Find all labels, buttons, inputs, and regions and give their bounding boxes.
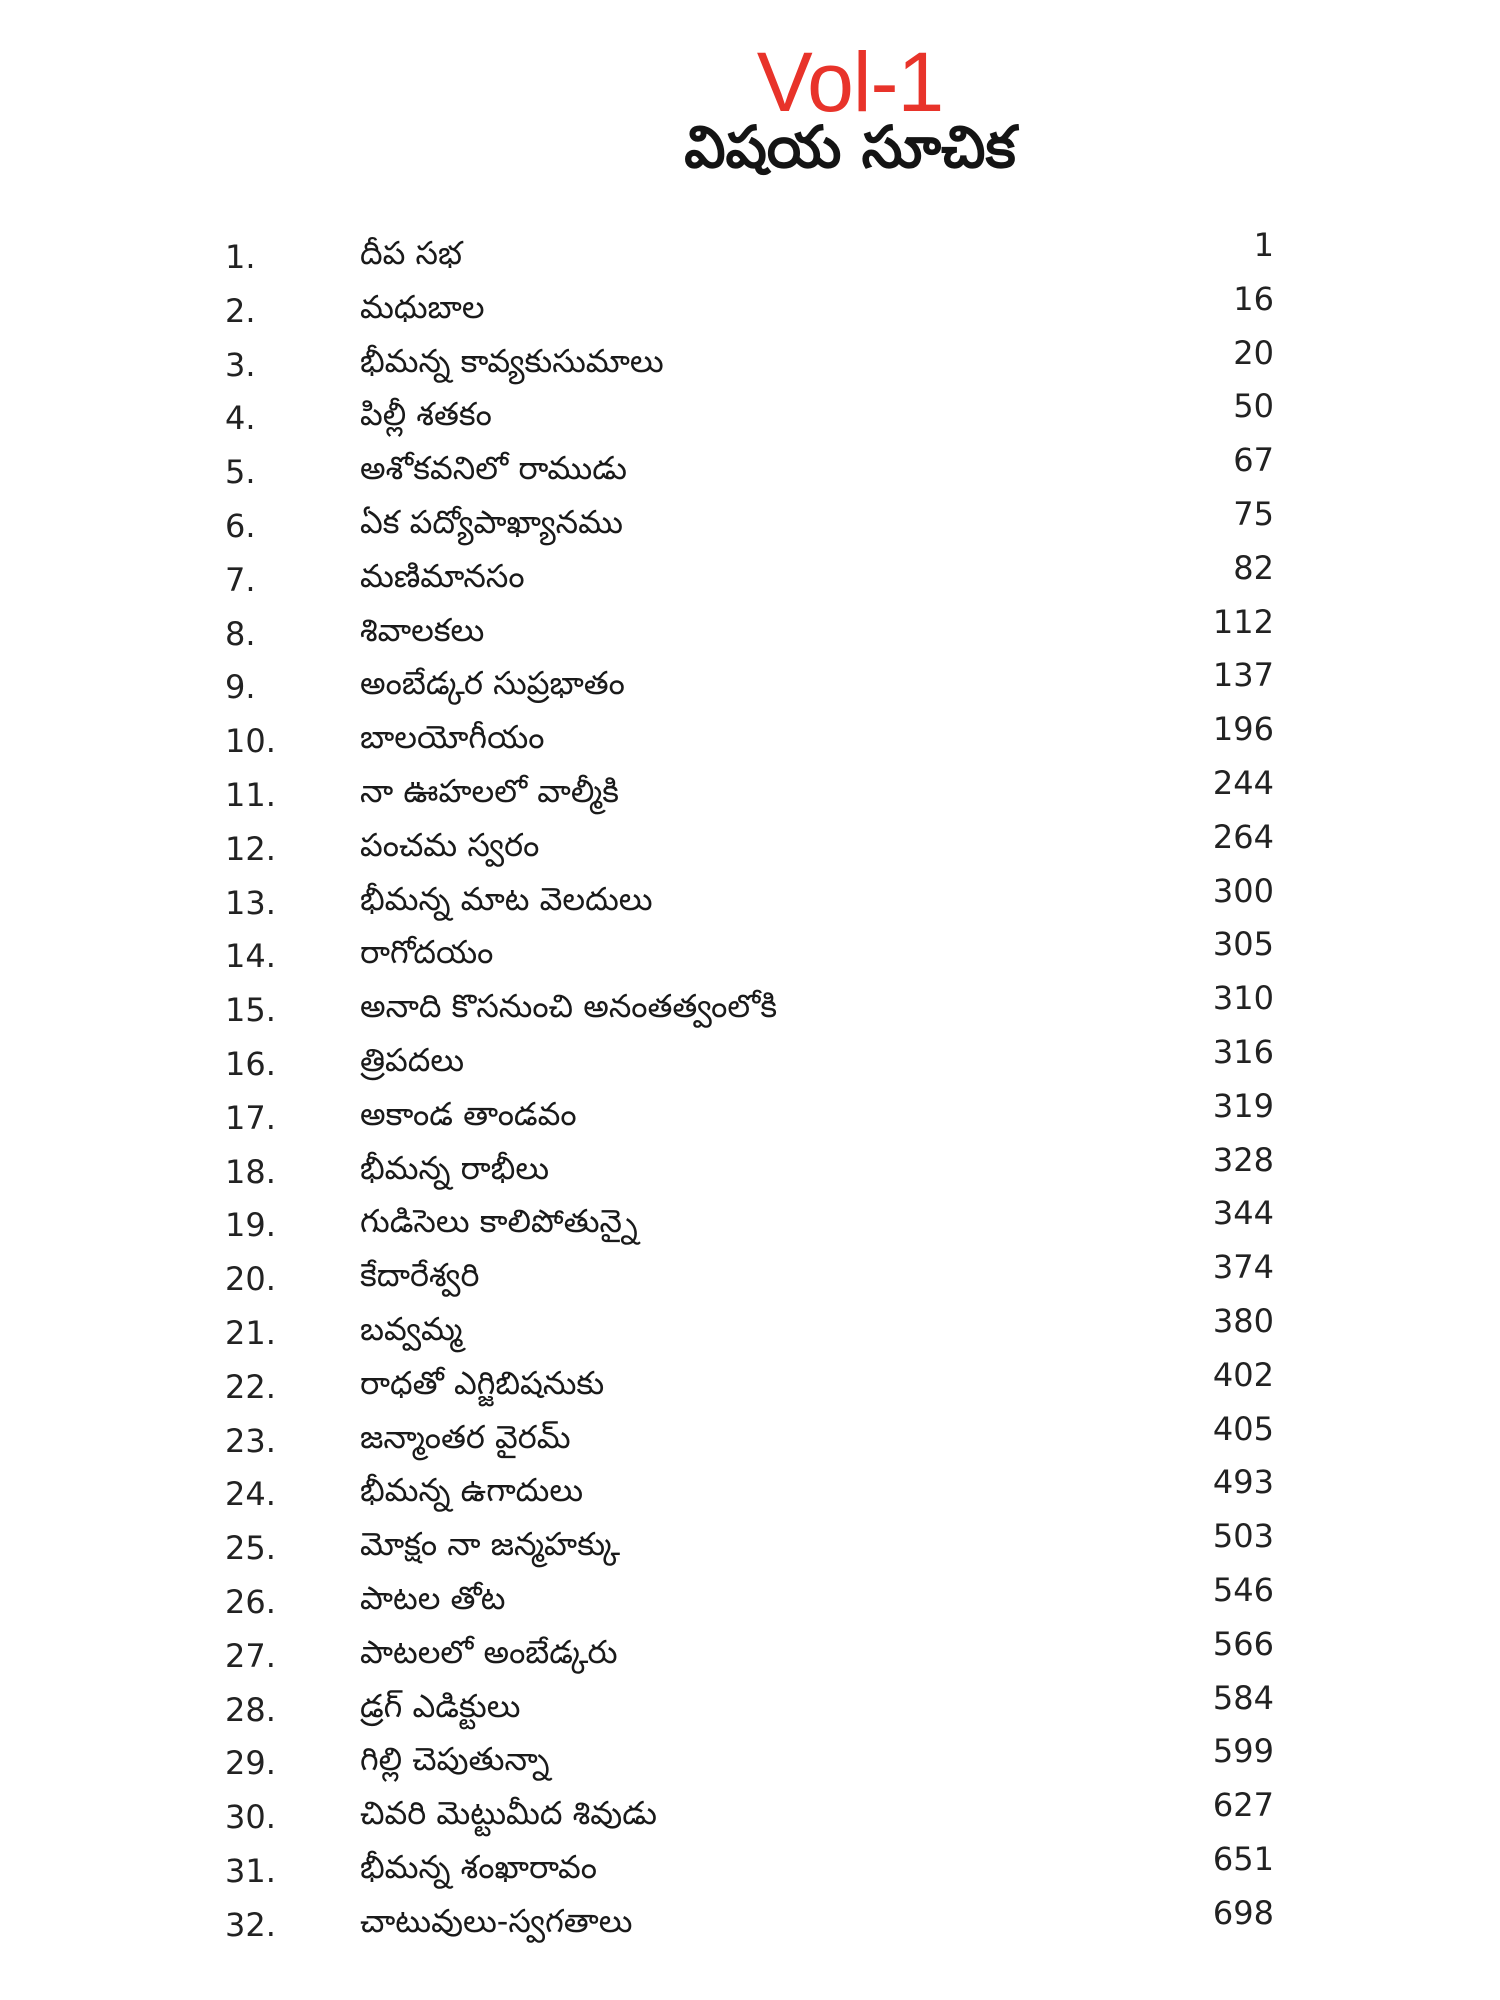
entry-number: 4. (225, 399, 256, 438)
entry-title: బవ్వమ్మ (360, 1309, 463, 1348)
entry-page-number: 599 (1212, 1732, 1274, 1771)
entry-title: భీమన్న మాట వెలదులు (360, 879, 653, 918)
entry-page-number: 546 (1212, 1570, 1274, 1609)
toc-entry (0, 1734, 1500, 1788)
entry-page-number: 627 (1212, 1786, 1274, 1825)
entry-number: 10. (225, 722, 276, 761)
entry-page-number: 20 (1233, 333, 1274, 372)
entry-number: 1. (225, 238, 256, 276)
entry-title: రాగోదయం (360, 933, 494, 972)
entry-number: 8. (225, 614, 256, 653)
entry-page-number: 112 (1212, 602, 1274, 641)
entry-number: 18. (225, 1152, 276, 1191)
entry-number: 12. (225, 829, 276, 868)
entry-title: మోక్షం నా జన్మహక్కు (360, 1525, 621, 1564)
entry-page-number: 698 (1212, 1893, 1274, 1932)
entry-number: 13. (225, 883, 276, 922)
entry-page-number: 305 (1212, 925, 1274, 964)
entry-number: 3. (225, 345, 256, 384)
entry-page-number: 402 (1212, 1355, 1274, 1394)
entry-title: దీప సభ (360, 234, 462, 272)
toc-entry (0, 712, 1500, 766)
entry-number: 9. (225, 668, 256, 707)
toc-entry (0, 443, 1500, 497)
toc-entry (0, 1570, 1500, 1627)
entry-page-number: 344 (1212, 1194, 1274, 1233)
entry-number: 31. (225, 1851, 276, 1890)
toc-entry (0, 658, 1500, 712)
entry-title: బాలయోగీయం (360, 718, 545, 757)
toc-entry (0, 389, 1500, 443)
entry-title: పాటల తోట (360, 1578, 506, 1617)
page-title: విషయ సూచిక (684, 113, 1016, 181)
entry-title: శివాలకలు (360, 610, 485, 649)
volume-heading: Vol-1 (756, 35, 944, 129)
entry-number: 24. (225, 1475, 276, 1514)
entry-title: పిల్లీ శతకం (360, 395, 492, 434)
entry-page-number: 16 (1233, 279, 1274, 318)
entry-number: 11. (225, 775, 276, 814)
toc-entry (0, 1788, 1500, 1842)
entry-number: 25. (225, 1529, 276, 1568)
entry-page-number: 264 (1212, 817, 1274, 856)
entry-title: పాటలలో అంబేడ్కరు (360, 1632, 618, 1671)
entry-page-number: 380 (1212, 1301, 1274, 1340)
entry-number: 30. (225, 1798, 276, 1837)
entry-number: 21. (225, 1313, 276, 1352)
toc-entry (0, 1355, 1500, 1412)
toc-entry (0, 981, 1500, 1035)
toc-entry (0, 333, 1500, 390)
toc-entry (0, 1678, 1500, 1735)
entry-page-number: 244 (1212, 763, 1274, 802)
entry-title: డ్రగ్ ఎడిక్టులు (360, 1686, 521, 1725)
entry-title: భీమన్న ఉగాదులు (360, 1471, 584, 1510)
entry-page-number: 374 (1212, 1248, 1274, 1287)
entry-page-number: 584 (1212, 1678, 1274, 1717)
entry-title: గిల్లి చెపుతున్నా (360, 1740, 550, 1779)
entry-page-number: 50 (1233, 387, 1274, 426)
entry-page-number: 1 (1253, 226, 1274, 264)
entry-number: 28. (225, 1690, 276, 1729)
entry-number: 32. (225, 1905, 276, 1944)
toc-entry (0, 548, 1500, 605)
entry-number: 17. (225, 1098, 276, 1137)
toc-entry (0, 1032, 1500, 1089)
entry-number: 7. (225, 560, 256, 599)
entry-number: 23. (225, 1421, 276, 1460)
entry-title: భీమన్న రాభీలు (360, 1148, 550, 1187)
entry-page-number: 405 (1212, 1409, 1274, 1448)
toc-entry (0, 1624, 1500, 1681)
entry-number: 20. (225, 1260, 276, 1299)
entry-page-number: 196 (1212, 710, 1274, 749)
entry-number: 26. (225, 1582, 276, 1621)
toc-entry (0, 927, 1500, 981)
entry-title: భీమన్న కావ్యకుసుమాలు (360, 341, 664, 380)
toc-entry (0, 494, 1500, 551)
toc-entry (0, 228, 1500, 282)
entry-title: అంబేడ్కర సుప్రభాతం (360, 664, 625, 703)
toc-entry (0, 1301, 1500, 1358)
entry-title: జన్మాంతర వైరమ్ (360, 1417, 571, 1456)
entry-title: గుడిసెలు కాలిపోతున్నై (360, 1202, 638, 1241)
entry-title: అకాండ తాండవం (360, 1094, 577, 1133)
entry-page-number: 82 (1233, 548, 1274, 587)
entry-number: 5. (225, 453, 256, 492)
toc-entry (0, 1140, 1500, 1197)
entry-page-number: 651 (1212, 1839, 1274, 1878)
toc-entry (0, 1250, 1500, 1304)
entry-title: మణిమానసం (360, 556, 525, 595)
entry-page-number: 67 (1233, 441, 1274, 480)
entry-page-number: 493 (1212, 1463, 1274, 1502)
entry-number: 27. (225, 1636, 276, 1675)
toc-entry (0, 817, 1500, 874)
toc-entry (0, 1409, 1500, 1466)
toc-entry (0, 1893, 1500, 1950)
entry-title: కేదారేశ్వరి (360, 1256, 480, 1295)
entry-title: మధుబాల (360, 287, 485, 326)
toc-entry (0, 602, 1500, 659)
toc-entry (0, 871, 1500, 928)
toc-entry (0, 1086, 1500, 1143)
entry-page-number: 75 (1233, 494, 1274, 533)
entry-number: 19. (225, 1206, 276, 1245)
entry-title: రాధతో ఎగ్జిబిషనుకు (360, 1363, 605, 1402)
entry-title: ఏక పద్యోపాఖ్యానము (360, 502, 624, 541)
toc-entry (0, 1839, 1500, 1896)
toc-entry (0, 279, 1500, 336)
entry-number: 22. (225, 1367, 276, 1406)
entry-page-number: 310 (1212, 979, 1274, 1018)
entry-title: పంచమ స్వరం (360, 825, 540, 864)
entry-number: 6. (225, 506, 256, 545)
toc-entry (0, 1196, 1500, 1250)
entry-title: అశోకవనిలో రాముడు (360, 449, 628, 488)
entry-title: త్రిపదలు (360, 1040, 465, 1079)
toc-entry (0, 1465, 1500, 1519)
entry-title: చాటువులు-స్వగతాలు (360, 1901, 633, 1940)
entry-page-number: 328 (1212, 1140, 1274, 1179)
entry-page-number: 566 (1212, 1624, 1274, 1663)
entry-page-number: 137 (1212, 656, 1274, 695)
entry-page-number: 319 (1212, 1086, 1274, 1125)
toc-entry (0, 1519, 1500, 1573)
entry-number: 16. (225, 1044, 276, 1083)
entry-page-number: 503 (1212, 1517, 1274, 1556)
entry-title: చివరి మెట్టుమీద శివుడు (360, 1794, 657, 1833)
entry-title: అనాది కొసనుంచి అనంతత్వంలోకి (360, 987, 778, 1026)
entry-title: భీమన్న శంఖారావం (360, 1847, 597, 1886)
entry-number: 15. (225, 991, 276, 1030)
entry-page-number: 316 (1212, 1032, 1274, 1071)
entry-number: 14. (225, 937, 276, 976)
entry-title: నా ఊహలలో వాల్మీకి (360, 771, 619, 810)
entry-page-number: 300 (1212, 871, 1274, 910)
entry-number: 29. (225, 1744, 276, 1783)
table-of-contents (0, 228, 1500, 1950)
entry-number: 2. (225, 291, 256, 330)
toc-entry (0, 763, 1500, 820)
